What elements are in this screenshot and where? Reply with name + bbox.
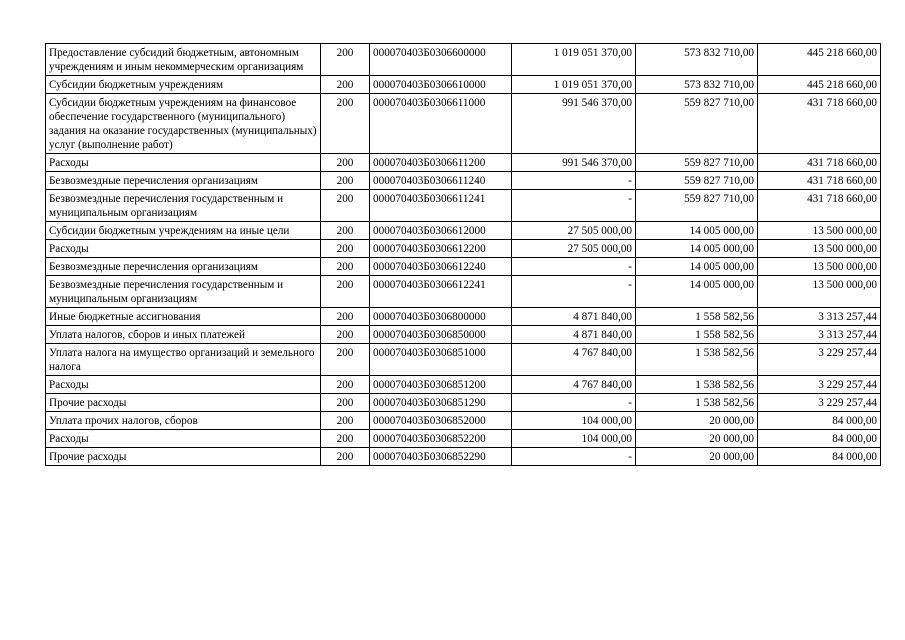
line-code-cell: 200 bbox=[321, 326, 370, 344]
row-name-cell: Расходы bbox=[46, 154, 321, 172]
executed-amount-cell: 1 538 582,56 bbox=[636, 394, 758, 412]
executed-amount-cell: 14 005 000,00 bbox=[636, 240, 758, 258]
table-row bbox=[46, 154, 881, 172]
executed-amount-cell: 1 558 582,56 bbox=[636, 308, 758, 326]
row-name-cell: Расходы bbox=[46, 430, 321, 448]
table-row bbox=[46, 76, 881, 94]
table-row bbox=[46, 448, 881, 466]
approved-amount-cell: 4 767 840,00 bbox=[512, 344, 636, 376]
executed-amount-cell: 20 000,00 bbox=[636, 430, 758, 448]
executed-amount-cell: 573 832 710,00 bbox=[636, 44, 758, 76]
table-row bbox=[46, 412, 881, 430]
executed-amount-cell: 20 000,00 bbox=[636, 448, 758, 466]
budget-classification-code-cell: 000070403Б0306611200 bbox=[370, 154, 512, 172]
row-name-cell: Предоставление субсидий бюджетным, автономным учреждениям и иным некоммерческим организациям bbox=[46, 44, 321, 76]
line-code-cell: 200 bbox=[321, 376, 370, 394]
budget-classification-code-cell: 000070403Б0306600000 bbox=[370, 44, 512, 76]
table-row bbox=[46, 190, 881, 222]
line-code-cell: 200 bbox=[321, 258, 370, 276]
unexecuted-amount-cell: 13 500 000,00 bbox=[758, 258, 881, 276]
approved-amount-cell: 991 546 370,00 bbox=[512, 94, 636, 154]
table-row bbox=[46, 326, 881, 344]
row-name-cell: Уплата прочих налогов, сборов bbox=[46, 412, 321, 430]
executed-amount-cell: 1 558 582,56 bbox=[636, 326, 758, 344]
table-row bbox=[46, 258, 881, 276]
approved-amount-cell: 104 000,00 bbox=[512, 430, 636, 448]
row-name-cell: Субсидии бюджетным учреждениям на иные цели bbox=[46, 222, 321, 240]
line-code-cell: 200 bbox=[321, 44, 370, 76]
table-row bbox=[46, 308, 881, 326]
unexecuted-amount-cell: 84 000,00 bbox=[758, 412, 881, 430]
budget-classification-code-cell: 000070403Б0306612000 bbox=[370, 222, 512, 240]
row-name-cell: Безвозмездные перечисления организациям bbox=[46, 172, 321, 190]
line-code-cell: 200 bbox=[321, 76, 370, 94]
budget-classification-code-cell: 000070403Б0306800000 bbox=[370, 308, 512, 326]
unexecuted-amount-cell: 431 718 660,00 bbox=[758, 154, 881, 172]
executed-amount-cell: 20 000,00 bbox=[636, 412, 758, 430]
table-row bbox=[46, 172, 881, 190]
unexecuted-amount-cell: 445 218 660,00 bbox=[758, 76, 881, 94]
table-row bbox=[46, 276, 881, 308]
table-row bbox=[46, 94, 881, 154]
line-code-cell: 200 bbox=[321, 448, 370, 466]
unexecuted-amount-cell: 431 718 660,00 bbox=[758, 172, 881, 190]
approved-amount-cell: 27 505 000,00 bbox=[512, 240, 636, 258]
line-code-cell: 200 bbox=[321, 154, 370, 172]
approved-amount-cell: - bbox=[512, 276, 636, 308]
unexecuted-amount-cell: 431 718 660,00 bbox=[758, 190, 881, 222]
executed-amount-cell: 559 827 710,00 bbox=[636, 94, 758, 154]
budget-classification-code-cell: 000070403Б0306612240 bbox=[370, 258, 512, 276]
unexecuted-amount-cell: 13 500 000,00 bbox=[758, 276, 881, 308]
row-name-cell: Субсидии бюджетным учреждениям на финансовое обеспечение государственного (муниципального) задания на оказание государственных (муниципальных) услуг (выполнение работ) bbox=[46, 94, 321, 154]
unexecuted-amount-cell: 13 500 000,00 bbox=[758, 222, 881, 240]
line-code-cell: 200 bbox=[321, 394, 370, 412]
executed-amount-cell: 1 538 582,56 bbox=[636, 344, 758, 376]
executed-amount-cell: 14 005 000,00 bbox=[636, 222, 758, 240]
line-code-cell: 200 bbox=[321, 430, 370, 448]
line-code-cell: 200 bbox=[321, 276, 370, 308]
unexecuted-amount-cell: 445 218 660,00 bbox=[758, 44, 881, 76]
executed-amount-cell: 14 005 000,00 bbox=[636, 258, 758, 276]
table-row bbox=[46, 430, 881, 448]
budget-classification-code-cell: 000070403Б0306611241 bbox=[370, 190, 512, 222]
approved-amount-cell: 104 000,00 bbox=[512, 412, 636, 430]
unexecuted-amount-cell: 3 229 257,44 bbox=[758, 394, 881, 412]
approved-amount-cell: - bbox=[512, 190, 636, 222]
table-row bbox=[46, 240, 881, 258]
approved-amount-cell: 1 019 051 370,00 bbox=[512, 76, 636, 94]
budget-classification-code-cell: 000070403Б0306852200 bbox=[370, 430, 512, 448]
line-code-cell: 200 bbox=[321, 222, 370, 240]
budget-classification-code-cell: 000070403Б0306611000 bbox=[370, 94, 512, 154]
line-code-cell: 200 bbox=[321, 412, 370, 430]
budget-classification-code-cell: 000070403Б0306851290 bbox=[370, 394, 512, 412]
line-code-cell: 200 bbox=[321, 172, 370, 190]
table-body bbox=[46, 44, 881, 466]
budget-classification-code-cell: 000070403Б0306612241 bbox=[370, 276, 512, 308]
row-name-cell: Прочие расходы bbox=[46, 394, 321, 412]
line-code-cell: 200 bbox=[321, 308, 370, 326]
row-name-cell: Уплата налогов, сборов и иных платежей bbox=[46, 326, 321, 344]
line-code-cell: 200 bbox=[321, 94, 370, 154]
row-name-cell: Безвозмездные перечисления организациям bbox=[46, 258, 321, 276]
unexecuted-amount-cell: 84 000,00 bbox=[758, 430, 881, 448]
row-name-cell: Расходы bbox=[46, 376, 321, 394]
row-name-cell: Безвозмездные перечисления государственным и муниципальным организациям bbox=[46, 190, 321, 222]
executed-amount-cell: 14 005 000,00 bbox=[636, 276, 758, 308]
row-name-cell: Безвозмездные перечисления государственным и муниципальным организациям bbox=[46, 276, 321, 308]
row-name-cell: Уплата налога на имущество организаций и земельного налога bbox=[46, 344, 321, 376]
approved-amount-cell: 4 871 840,00 bbox=[512, 308, 636, 326]
budget-classification-code-cell: 000070403Б0306852290 bbox=[370, 448, 512, 466]
budget-classification-code-cell: 000070403Б0306851200 bbox=[370, 376, 512, 394]
approved-amount-cell: - bbox=[512, 258, 636, 276]
approved-amount-cell: 27 505 000,00 bbox=[512, 222, 636, 240]
budget-classification-code-cell: 000070403Б0306850000 bbox=[370, 326, 512, 344]
table-row bbox=[46, 376, 881, 394]
budget-classification-code-cell: 000070403Б0306851000 bbox=[370, 344, 512, 376]
budget-classification-code-cell: 000070403Б0306612200 bbox=[370, 240, 512, 258]
line-code-cell: 200 bbox=[321, 344, 370, 376]
budget-execution-table bbox=[45, 43, 881, 466]
unexecuted-amount-cell: 3 229 257,44 bbox=[758, 344, 881, 376]
approved-amount-cell: 4 767 840,00 bbox=[512, 376, 636, 394]
approved-amount-cell: 1 019 051 370,00 bbox=[512, 44, 636, 76]
executed-amount-cell: 559 827 710,00 bbox=[636, 172, 758, 190]
table-row bbox=[46, 44, 881, 76]
table-row bbox=[46, 394, 881, 412]
unexecuted-amount-cell: 84 000,00 bbox=[758, 448, 881, 466]
row-name-cell: Иные бюджетные ассигнования bbox=[46, 308, 321, 326]
executed-amount-cell: 1 538 582,56 bbox=[636, 376, 758, 394]
row-name-cell: Расходы bbox=[46, 240, 321, 258]
approved-amount-cell: - bbox=[512, 448, 636, 466]
executed-amount-cell: 559 827 710,00 bbox=[636, 190, 758, 222]
unexecuted-amount-cell: 3 229 257,44 bbox=[758, 376, 881, 394]
approved-amount-cell: - bbox=[512, 394, 636, 412]
unexecuted-amount-cell: 13 500 000,00 bbox=[758, 240, 881, 258]
unexecuted-amount-cell: 3 313 257,44 bbox=[758, 308, 881, 326]
approved-amount-cell: 991 546 370,00 bbox=[512, 154, 636, 172]
approved-amount-cell: - bbox=[512, 172, 636, 190]
unexecuted-amount-cell: 3 313 257,44 bbox=[758, 326, 881, 344]
unexecuted-amount-cell: 431 718 660,00 bbox=[758, 94, 881, 154]
table-row bbox=[46, 222, 881, 240]
budget-classification-code-cell: 000070403Б0306610000 bbox=[370, 76, 512, 94]
row-name-cell: Прочие расходы bbox=[46, 448, 321, 466]
budget-classification-code-cell: 000070403Б0306852000 bbox=[370, 412, 512, 430]
line-code-cell: 200 bbox=[321, 190, 370, 222]
executed-amount-cell: 559 827 710,00 bbox=[636, 154, 758, 172]
row-name-cell: Субсидии бюджетным учреждениям bbox=[46, 76, 321, 94]
table-row bbox=[46, 344, 881, 376]
executed-amount-cell: 573 832 710,00 bbox=[636, 76, 758, 94]
approved-amount-cell: 4 871 840,00 bbox=[512, 326, 636, 344]
line-code-cell: 200 bbox=[321, 240, 370, 258]
budget-classification-code-cell: 000070403Б0306611240 bbox=[370, 172, 512, 190]
